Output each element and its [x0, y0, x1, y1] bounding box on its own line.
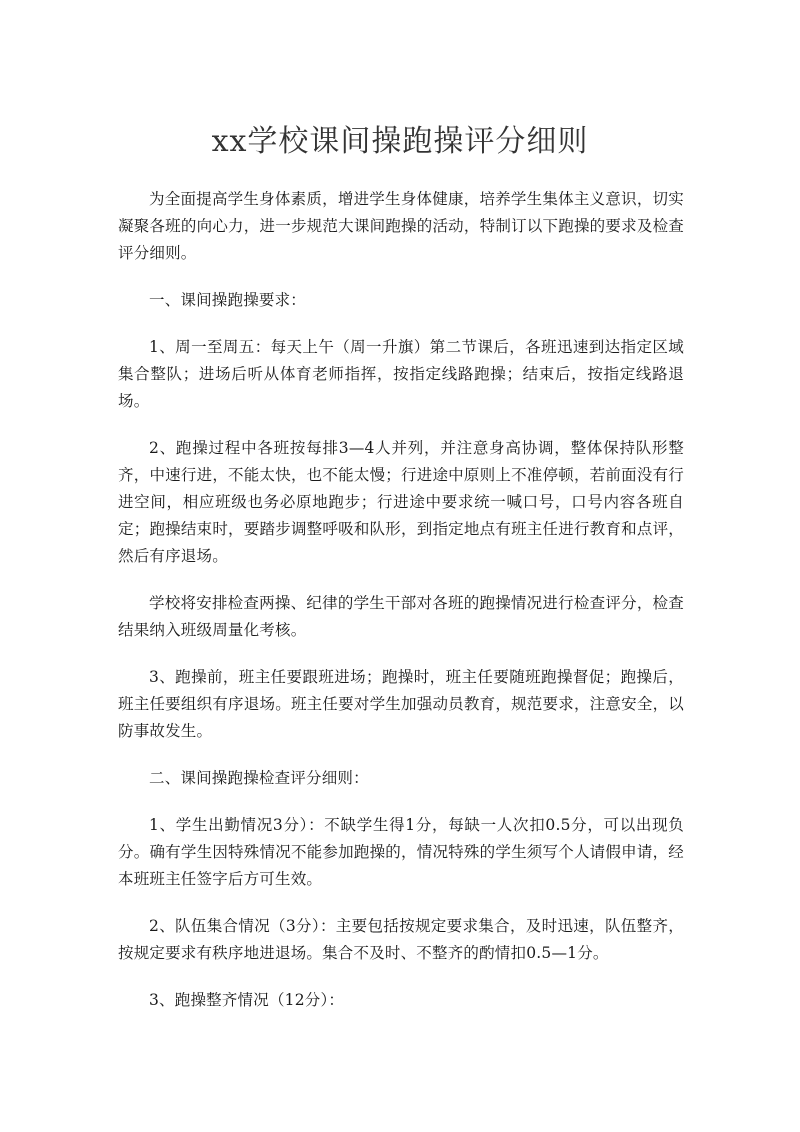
heading-scoring-rules: 二、课间操跑操检查评分细则：	[149, 769, 369, 787]
document-body	[118, 186, 684, 1034]
document-title: xx学校课间操跑操评分细则	[211, 124, 589, 159]
paragraph-requirement-2: 2、跑操过程中各班按每排3—4人并列，并注意身高协调，整体保持队形整齐，中速行进，不能太快，也不能太慢；行进途中原则上不准停顿，若前面没有行进空间，相应班级也务必原地跑步；行进途中要求统一喊口号，口号内容各班自定；跑操结束时，要踏步调整呼吸和队形，到指定地点有班主任进行教育和点评，然后有序退场。	[118, 439, 684, 565]
paragraph-inspection-note: 学校将安排检查两操、纪律的学生干部对各班的跑操情况进行检查评分，检查结果纳入班级周量化考核。	[118, 594, 684, 639]
heading-requirements: 一、课间操跑操要求：	[149, 291, 307, 309]
paragraph-requirement-1: 1、周一至周五：每天上午（周一升旗）第二节课后，各班迅速到达指定区域集合整队；进场后听从体育老师指挥，按指定线路跑操；结束后，按指定线路退场。	[118, 338, 684, 410]
paragraph-scoring-3: 3、跑操整齐情况（12分）：	[149, 991, 345, 1009]
paragraph-intro: 为全面提高学生身体素质，增进学生身体健康，培养学生集体主义意识，切实凝聚各班的向心力，进一步规范大课间跑操的活动，特制订以下跑操的要求及检查评分细则。	[118, 190, 684, 262]
paragraph-requirement-3: 3、跑操前，班主任要跟班进场；跑操时，班主任要随班跑操督促；跑操后，班主任要组织有序退场。班主任要对学生加强动员教育，规范要求，注意安全，以防事故发生。	[118, 668, 684, 740]
paragraph-scoring-1: 1、学生出勤情况3分）：不缺学生得1分，每缺一人次扣0.5分，可以出现负分。确有学生因特殊情况不能参加跑操的，情况特殊的学生须写个人请假申请，经本班班主任签字后方可生效。	[118, 816, 684, 888]
paragraph-scoring-2: 2、队伍集合情况（3分）：主要包括按规定要求集合，及时迅速，队伍整齐，按规定要求有秩序地进退场。集合不及时、不整齐的酌情扣0.5—1分。	[118, 917, 684, 962]
